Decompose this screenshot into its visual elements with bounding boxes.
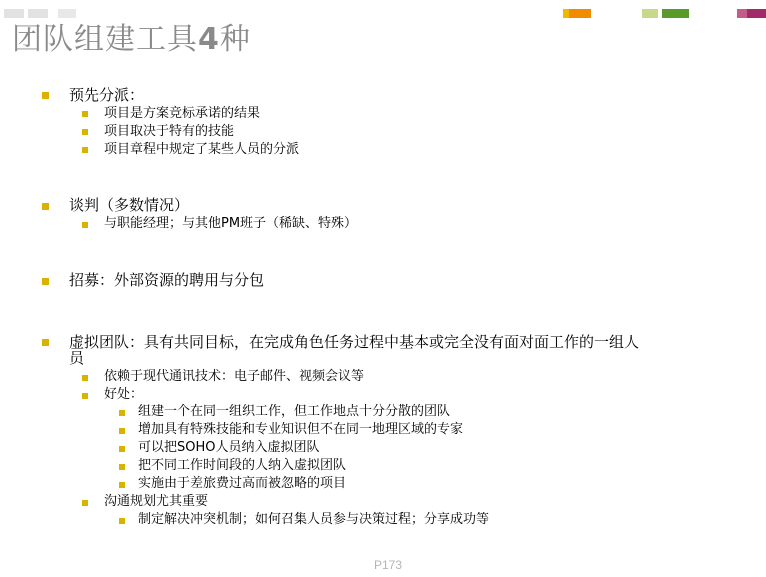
bullet-marker xyxy=(119,482,125,488)
bullet-marker xyxy=(42,278,49,285)
bullet-negotiation: 谈判（多数情况） xyxy=(69,196,190,214)
bullet-marker xyxy=(42,92,49,99)
bullet-marker xyxy=(119,518,125,524)
bullet-marker xyxy=(82,222,88,228)
decor-bar-light-green xyxy=(642,9,658,18)
bullet-benefit-1: 组建一个在同一组织工作，但工作地点十分分散的团队 xyxy=(138,404,451,419)
bullet-preassignment-1: 项目是方案竞标承诺的结果 xyxy=(104,106,261,121)
bullet-marker xyxy=(119,446,125,452)
decor-bar-grey-3 xyxy=(58,9,76,18)
bullet-marker xyxy=(82,129,88,135)
bullet-acquisition: 招募：外部资源的聘用与分包 xyxy=(69,271,265,289)
title-number: 4 xyxy=(198,22,220,57)
bullet-marker xyxy=(42,339,49,346)
decor-bar-grey-2 xyxy=(28,9,48,18)
bullet-preassignment: 预先分派： xyxy=(69,86,145,104)
bullet-benefit-3: 可以把SOHO人员纳入虚拟团队 xyxy=(138,440,320,455)
title-suffix: 种 xyxy=(219,22,251,57)
slide-title xyxy=(12,20,251,60)
bullet-negotiation-1: 与职能经理；与其他PM班子（稀缺、特殊） xyxy=(104,216,358,231)
bullet-virtual-team-1: 依赖于现代通讯技术：电子邮件、视频会议等 xyxy=(104,369,365,384)
title-main: 团队组建工具 xyxy=(12,22,198,57)
bullet-communication-1: 制定解决冲突机制；如何召集人员参与决策过程；分享成功等 xyxy=(138,512,490,527)
bullet-virtual-team-3: 沟通规划尤其重要 xyxy=(104,494,209,509)
page-number: P173 xyxy=(374,558,403,572)
bullet-marker xyxy=(82,147,88,153)
bullet-virtual-team: 虚拟团队：具有共同目标，在完成角色任务过程中基本或完全没有面对面工作的一组人 xyxy=(69,333,640,351)
bullet-virtual-team-2: 好处： xyxy=(104,387,144,402)
bullet-marker xyxy=(119,410,125,416)
decor-bar-orange xyxy=(569,9,591,18)
bullet-marker xyxy=(119,464,125,470)
bullet-marker xyxy=(82,375,88,381)
bullet-virtual-team-cont: 员 xyxy=(69,349,85,367)
bullet-marker xyxy=(42,203,49,210)
decor-bar-pink xyxy=(737,9,747,18)
bullet-benefit-5: 实施由于差旅费过高而被忽略的项目 xyxy=(138,476,347,491)
bullet-preassignment-2: 项目取决于特有的技能 xyxy=(104,124,235,139)
decor-bar-grey-1 xyxy=(4,9,24,18)
bullet-marker xyxy=(82,111,88,117)
bullet-benefit-2: 增加具有特殊技能和专业知识但不在同一地理区域的专家 xyxy=(138,422,464,437)
bullet-marker xyxy=(82,393,88,399)
decor-bar-green xyxy=(662,9,689,18)
bullet-benefit-4: 把不同工作时间段的人纳入虚拟团队 xyxy=(138,458,347,473)
bullet-preassignment-3: 项目章程中规定了某些人员的分派 xyxy=(104,142,300,157)
bullet-marker xyxy=(82,500,88,506)
decor-bar-magenta xyxy=(747,9,766,18)
bullet-marker xyxy=(119,428,125,434)
